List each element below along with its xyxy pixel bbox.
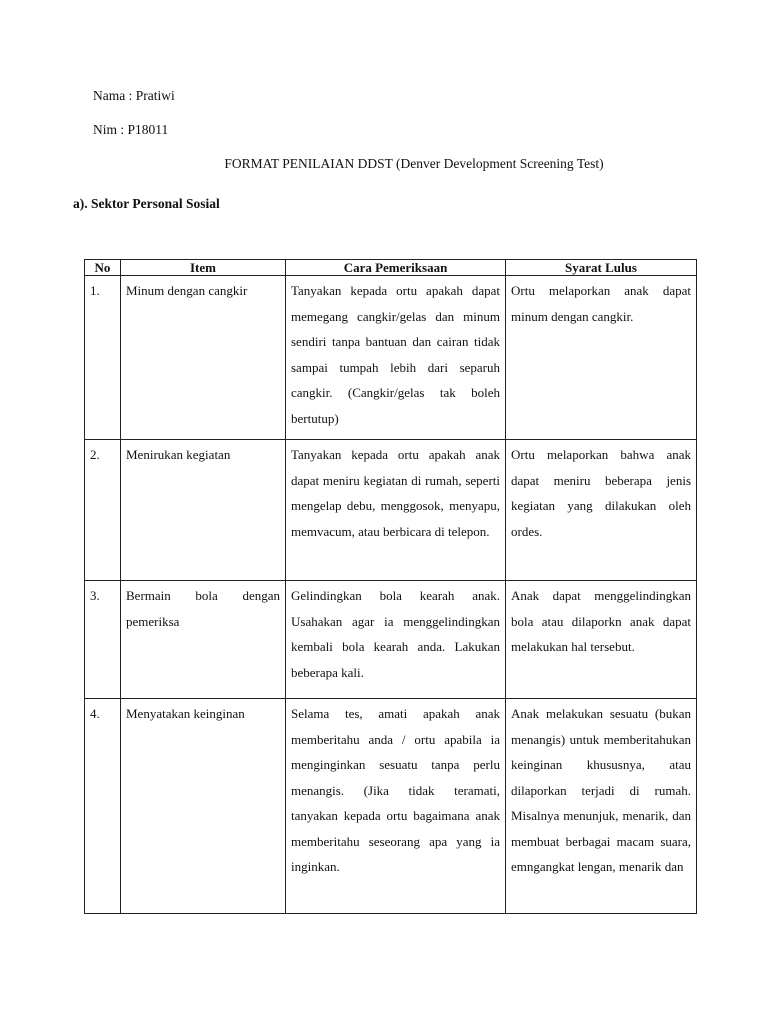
row-cara: Gelindingkan bola kearah anak. Usahakan agar ia menggelindingkan kembali bola kearah anda. Lakukan beberapa kali.: [286, 581, 506, 699]
assessment-table: [84, 259, 697, 914]
header-item: Item: [121, 260, 286, 276]
header-syarat-lulus: Syarat Lulus: [506, 260, 697, 276]
document-title: FORMAT PENILAIAN DDST (Denver Development Screening Test): [224, 156, 604, 171]
student-name: Nama : Pratiwi: [93, 88, 175, 103]
row-cara: Tanyakan kepada ortu apakah anak dapat meniru kegiatan di rumah, seperti mengelap debu, menggosok, menyapu, memvacum, atau berbicara di telepon.: [286, 440, 506, 581]
row-cara: Tanyakan kepada ortu apakah dapat memegang cangkir/gelas dan minum sendiri tanpa bantuan dan cairan tidak sampai tumpah lebih dari separuh cangkir. (Cangkir/gelas tak boleh bertutup): [286, 276, 506, 440]
table-header-row: [85, 260, 697, 276]
row-number: 3.: [85, 581, 121, 699]
row-syarat: Ortu melaporkan anak dapat minum dengan cangkir.: [506, 276, 697, 440]
header-cara-pemeriksaan: Cara Pemeriksaan: [286, 260, 506, 276]
row-item: Minum dengan cangkir: [121, 276, 286, 440]
row-item: Menirukan kegiatan: [121, 440, 286, 581]
row-syarat: Anak dapat menggelindingkan bola atau dilaporkn anak dapat melakukan hal tersebut.: [506, 581, 697, 699]
table-row: [85, 276, 697, 440]
row-number: 4.: [85, 699, 121, 914]
table-row: [85, 699, 697, 914]
student-nim: Nim : P18011: [93, 122, 169, 137]
row-number: 2.: [85, 440, 121, 581]
section-heading: a). Sektor Personal Sosial: [73, 196, 220, 211]
row-number: 1.: [85, 276, 121, 440]
table-row: [85, 581, 697, 699]
row-syarat: Anak melakukan sesuatu (bukan menangis) untuk memberitahukan keinginan khususnya, atau dilaporkan terjadi di rumah. Misalnya menunjuk, menarik, dan membuat berbagai macam suara, emngangkat lengan, menarik dan: [506, 699, 697, 914]
row-item: Bermain bola dengan pemeriksa: [121, 581, 286, 699]
row-cara: Selama tes, amati apakah anak memberitahu anda / ortu apabila ia menginginkan sesuatu tanpa perlu menangis. (Jika tidak teramati, tanyakan kepada ortu bagaimana anak memberitahu seseorang apa yang ia inginkan.: [286, 699, 506, 914]
row-syarat: Ortu melaporkan bahwa anak dapat meniru beberapa jenis kegiatan yang dilakukan oleh ordes.: [506, 440, 697, 581]
table-row: [85, 440, 697, 581]
header-no: No: [85, 260, 121, 276]
row-item: Menyatakan keinginan: [121, 699, 286, 914]
